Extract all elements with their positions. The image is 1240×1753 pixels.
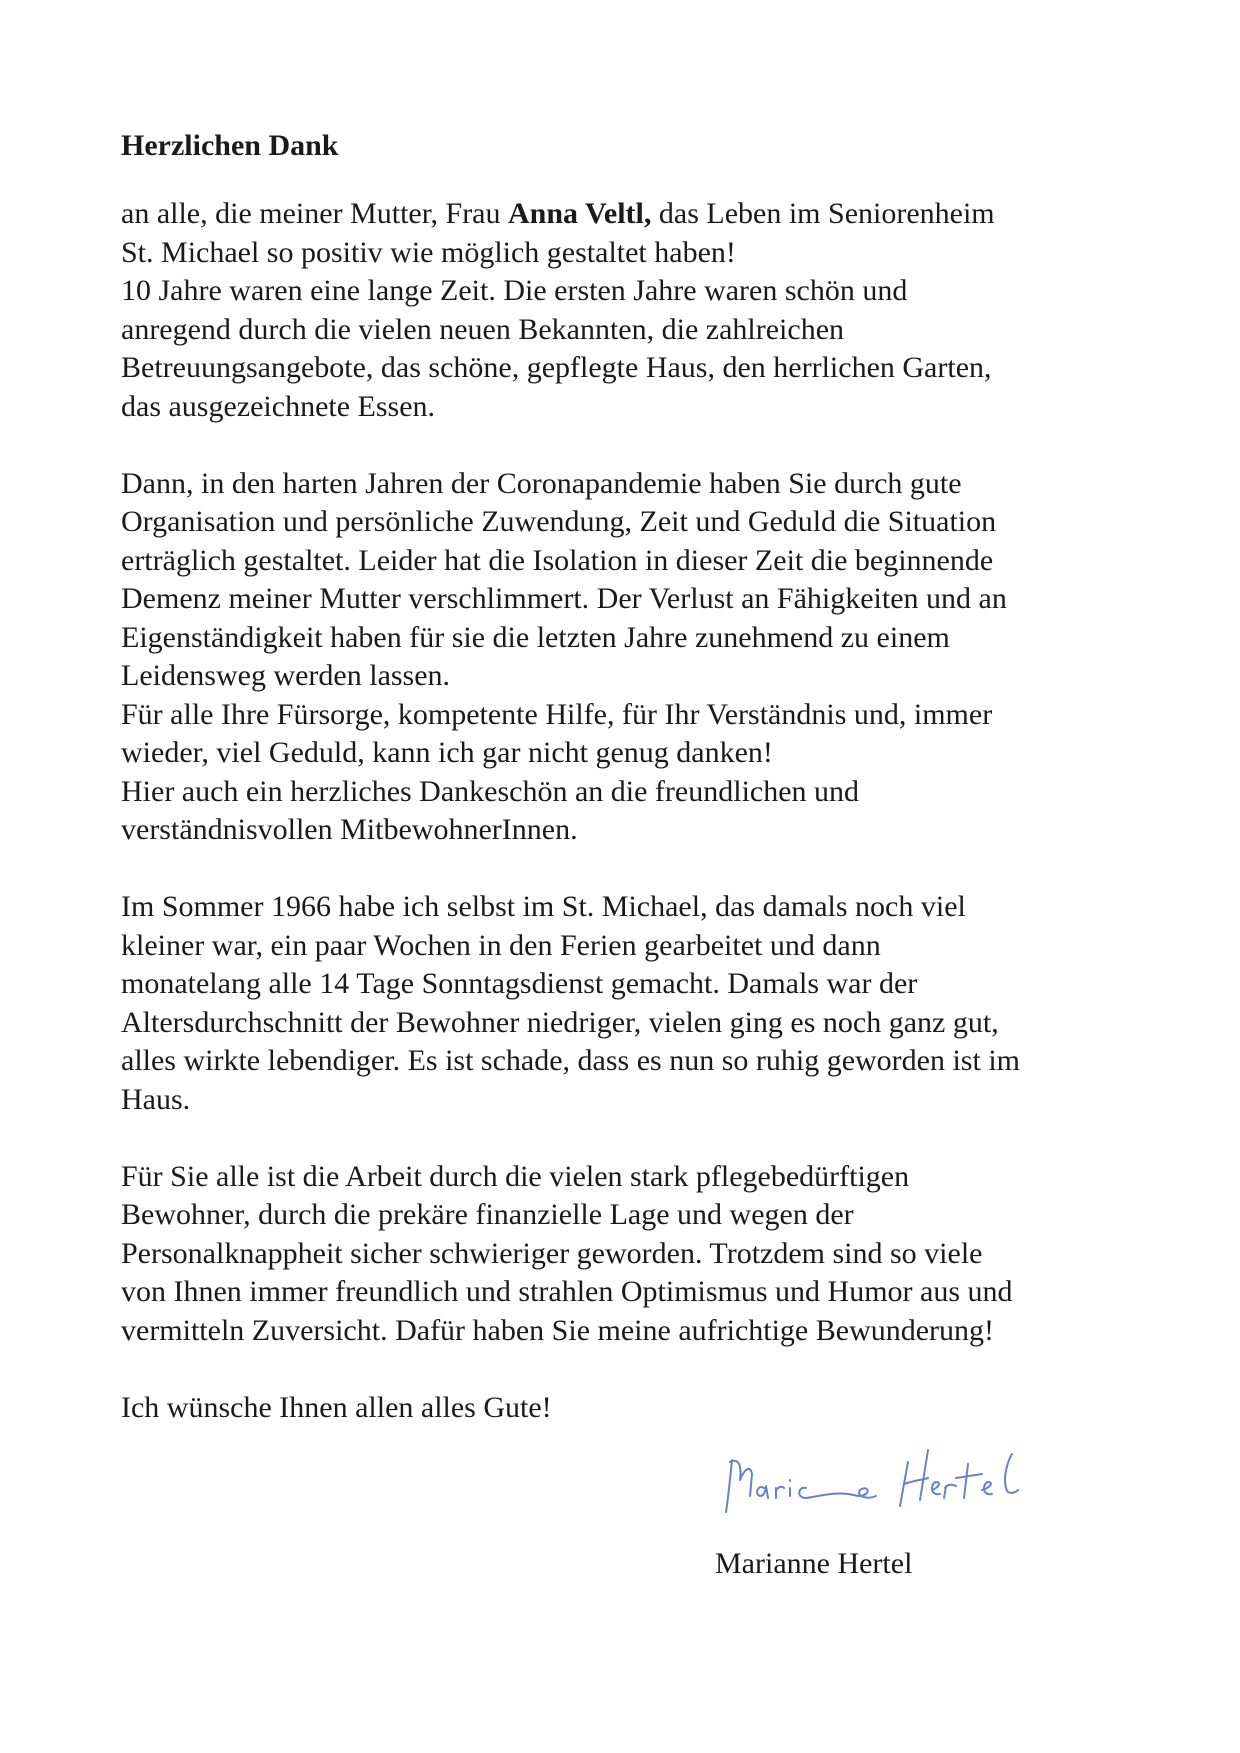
text-line: Haus.	[121, 1082, 191, 1116]
text-line: das ausgezeichnete Essen.	[121, 389, 436, 423]
text-line: Bewohner, durch die prekäre finanzielle Lage und wegen der	[121, 1198, 854, 1231]
text-line: von Ihnen immer freundlich und strahlen Optimismus und Humor aus und	[121, 1275, 1013, 1308]
text-line: Dann, in den harten Jahren der Coronapandemie haben Sie durch gute	[121, 466, 962, 500]
text-line: alles wirkte lebendiger. Es ist schade, dass es nun so ruhig geworden ist im	[121, 1044, 1020, 1077]
text-line: 10 Jahre waren eine lange Zeit. Die ersten Jahre waren schön und	[121, 274, 908, 307]
text-line	[121, 195, 1020, 234]
text-line: wieder, viel Geduld, kann ich gar nicht genug danken!	[121, 736, 773, 769]
closing-line: Ich wünsche Ihnen allen alles Gute!	[121, 1390, 552, 1424]
mother-name: Anna Veltl,	[508, 197, 652, 230]
text-line: kleiner war, ein paar Wochen in den Ferien gearbeitet und dann	[121, 928, 881, 962]
text-span: an alle, die meiner Mutter, Frau	[121, 197, 508, 230]
text-line: vermitteln Zuversicht. Dafür haben Sie meine aufrichtige Bewunderung!	[121, 1313, 995, 1347]
text-line: Für alle Ihre Fürsorge, kompetente Hilfe, für Ihr Verständnis und, immer	[121, 697, 993, 731]
blank-line	[121, 1119, 1020, 1158]
text-line: Personalknappheit sicher schwieriger geworden. Trotzdem sind so viele	[121, 1236, 983, 1270]
text-line: Demenz meiner Mutter verschlimmert. Der Verlust an Fähigkeiten und an	[121, 582, 1007, 615]
blank-line	[121, 426, 1020, 465]
text-line: Im Sommer 1966 habe ich selbst im St. Michael, das damals noch viel	[121, 890, 966, 923]
text-line: St. Michael so positiv wie möglich gestaltet haben!	[121, 235, 736, 269]
text-line: Eigenständigkeit haben für sie die letzten Jahre zunehmend zu einem	[121, 620, 950, 654]
text-line: Organisation und persönliche Zuwendung, Zeit und Geduld die Situation	[121, 505, 997, 538]
handwritten-signature	[720, 1440, 1040, 1520]
text-line: Für Sie alle ist die Arbeit durch die vielen stark pflegebedürftigen	[121, 1159, 910, 1193]
text-line: erträglich gestaltet. Leider hat die Isolation in dieser Zeit die beginnende	[121, 543, 994, 577]
text-line: Leidensweg werden lassen.	[121, 659, 451, 692]
signatory-name: Marianne Hertel	[715, 1547, 913, 1580]
blank-line	[121, 850, 1020, 889]
text-span: das Leben im Seniorenheim	[651, 197, 995, 230]
text-line: verständnisvollen MitbewohnerInnen.	[121, 813, 578, 846]
text-line: Hier auch ein herzliches Dankeschön an die freundlichen und	[121, 774, 860, 808]
blank-line	[121, 1350, 1020, 1389]
text-line: anregend durch die vielen neuen Bekannten, die zahlreichen	[121, 312, 845, 346]
letter-body	[121, 195, 1020, 1427]
text-line: Altersdurchschnitt der Bewohner niedriger, vielen ging es noch ganz gut,	[121, 1005, 999, 1039]
text-line: monatelang alle 14 Tage Sonntagsdienst gemacht. Damals war der	[121, 967, 918, 1000]
letter-title: Herzlichen Dank	[121, 129, 339, 162]
text-line: Betreuungsangebote, das schöne, gepflegte Haus, den herrlichen Garten,	[121, 351, 992, 384]
